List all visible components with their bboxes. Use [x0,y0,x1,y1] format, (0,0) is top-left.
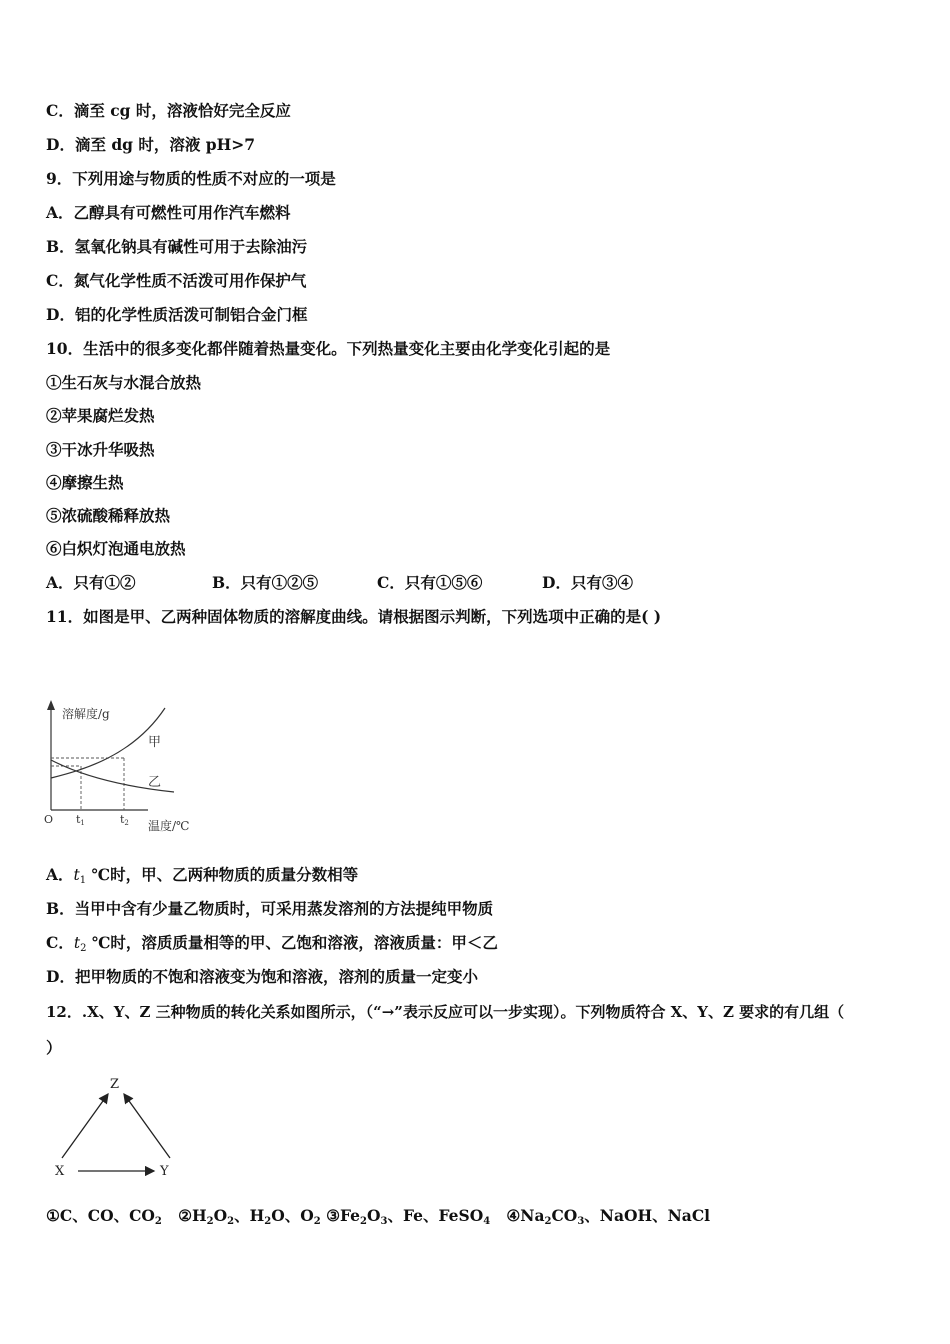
node-x: X [55,1164,65,1179]
q10-item-6: ⑥白炽灯泡通电放热 [46,539,186,558]
q8-option-c: C．滴至 cg 时，溶液恰好完全反应 [46,101,291,120]
q12-stem: 12．.X、Y、Z 三种物质的转化关系如图所示，（“→”表示反应可以一步实现）。下列物质符合 X、Y、Z 要求的有几组（ [46,1003,845,1021]
node-z: Z [110,1077,120,1092]
t1-label: t1 [76,813,85,827]
q10-option-d: D．只有③④ [542,573,633,592]
arrow-x-to-z [62,1094,108,1158]
q11-option-d: D．把甲物质的不饱和溶液变为饱和溶液，溶剂的质量一定变小 [46,967,478,986]
q11-option-a: A．$t_1$ ℃时，甲、乙两种物质的质量分数相等 [46,865,359,886]
q10-option-a: A．只有①② [46,573,136,592]
q10-option-b: B．只有①②⑤ [212,573,319,592]
q9-option-b: B．氢氧化钠具有碱性可用于去除油污 [46,237,308,256]
q12-option-3: $③Fe_2O_3$、Fe、FeSO$_4$ [326,1206,491,1227]
q12-option-1: ①C、CO、$CO_2$ [46,1206,162,1227]
q10-item-4: ④摩擦生热 [46,473,124,492]
q10-option-c: C．只有①⑤⑥ [377,573,483,592]
q9-option-c: C．氮气化学性质不活泼可用作保护气 [46,271,307,290]
y-axis-arrow [47,700,55,710]
x-axis-label: 温度/℃ [148,819,190,833]
q12-option-4: $④Na_2CO_3$、NaOH、NaCl [506,1206,711,1227]
q9-stem: 9．下列用途与物质的性质不对应的一项是 [46,169,336,188]
q9-option-a: A．乙醇具有可燃性可用作汽车燃料 [46,203,291,222]
q10-item-2: ②苹果腐烂发热 [46,406,155,425]
q12-option-2: $②H_2O_2$、$H_2O$、$O_2$ [178,1206,321,1227]
arrow-y-to-z [124,1094,170,1158]
node-y: Y [160,1164,169,1179]
curve-jia-label: 甲 [148,735,162,750]
q12-options [46,1206,710,1232]
q12-stem-end: ） [46,1038,62,1057]
q10-stem: 10．生活中的很多变化都伴随着热量变化。下列热量变化主要由化学变化引起的是 [46,339,611,358]
q10-item-5: ⑤浓硫酸稀释放热 [46,506,171,525]
curve-yi-label: 乙 [148,775,162,790]
q10-item-1: ①生石灰与水混合放热 [46,373,202,392]
q11-stem: 11．如图是甲、乙两种固体物质的溶解度曲线。请根据图示判断，下列选项中正确的是( ) [46,607,662,626]
q9-option-d: D．铝的化学性质活泼可制铝合金门框 [46,305,308,324]
q11-option-b: B．当甲中含有少量乙物质时，可采用蒸发溶剂的方法提纯甲物质 [46,899,494,918]
y-axis-label: 溶解度/g [62,707,110,721]
t2-label: t2 [120,813,129,827]
q11-option-c: C．$t_2$ ℃时，溶质质量相等的甲、乙饱和溶液，溶液质量：甲＜乙 [46,933,498,954]
q8-option-d: D．滴至 dg 时，溶液 pH>7 [46,135,256,154]
solubility-graph [38,698,218,840]
conversion-diagram [40,1070,190,1180]
q10-item-3: ③干冰升华吸热 [46,440,155,459]
origin-label: O [44,813,54,826]
